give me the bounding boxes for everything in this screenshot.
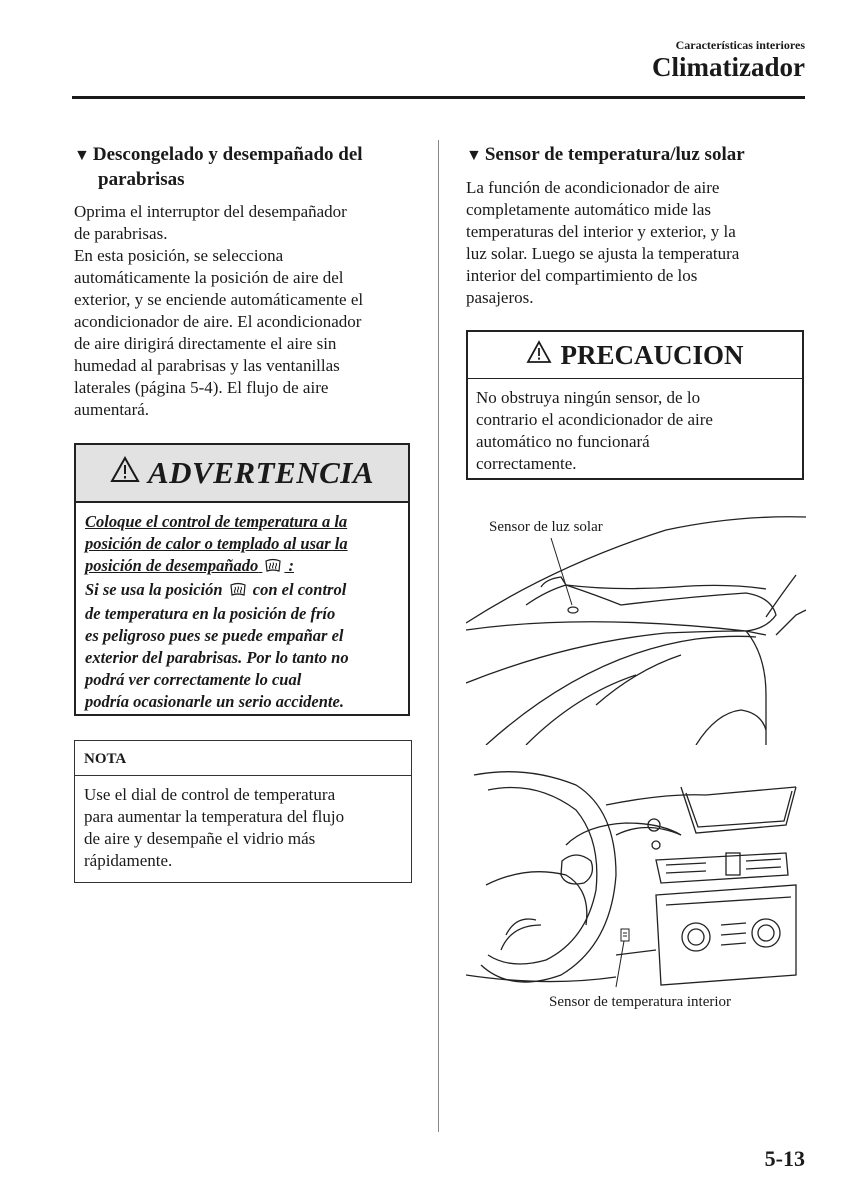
header-rule	[72, 96, 805, 99]
column-divider	[438, 140, 439, 1132]
text-line: laterales (página 5-4). El flujo de aire	[74, 378, 329, 397]
defrost-heading-line1: Descongelado y desempañado del	[92, 144, 363, 165]
text-line: No obstruya ningún sensor, de lo	[476, 388, 701, 407]
text-line: automáticamente la posición de aire del	[74, 268, 344, 287]
caution-title: PRECAUCION	[560, 339, 744, 370]
sensor-heading: ▼ Sensor de temperatura/luz solar	[466, 144, 745, 165]
text-line: pasajeros.	[466, 288, 534, 307]
section-label: Características interiores	[675, 38, 805, 52]
sunlight-sensor-label: Sensor de luz solar	[489, 519, 603, 535]
text-line: de parabrisas.	[74, 224, 168, 243]
text-line: para aumentar la temperatura del flujo	[84, 807, 345, 826]
note-text	[75, 776, 411, 872]
triangle-bullet-icon: ▼	[466, 147, 482, 164]
windshield-defrost-icon	[229, 581, 247, 603]
caution-box	[466, 330, 804, 480]
car-windshield-illustration	[466, 505, 806, 745]
note-title: NOTA	[75, 741, 411, 776]
text-line: temperaturas del interior y exterior, y la	[466, 222, 736, 241]
interior-sensor-label: Sensor de temperatura interior	[549, 994, 732, 1010]
sensor-paragraph	[466, 177, 806, 309]
text-line: acondicionador de aire. El acondicionador	[74, 312, 362, 331]
page-title: Climatizador	[652, 52, 805, 82]
warning-header	[76, 445, 408, 503]
text-line: luz solar. Luego se ajusta la temperatura	[466, 244, 740, 263]
defrost-heading	[74, 143, 424, 192]
triangle-bullet-icon: ▼	[74, 147, 90, 164]
warning-triangle-icon	[526, 340, 552, 371]
warning-triangle-icon	[110, 455, 140, 491]
text-line: interior del compartimiento de los	[466, 266, 698, 285]
text-line: automático no funcionará	[476, 432, 650, 451]
warning-line: podrá ver correctamente lo cual	[85, 670, 302, 689]
text-line: humedad al parabrisas y las ventanillas	[74, 356, 340, 375]
interior-sensor-figure	[466, 765, 806, 1020]
windshield-defrost-icon	[264, 557, 282, 579]
warning-line: podría ocasionarle un serio accidente.	[85, 692, 344, 711]
text-line: correctamente.	[476, 454, 577, 473]
warning-line: posición de desempañado :	[85, 555, 400, 579]
warning-line: Coloque el control de temperatura a la	[85, 512, 348, 531]
note-box	[74, 740, 412, 883]
warning-line: exterior del parabrisas. Por lo tanto no	[85, 648, 349, 667]
warning-title: ADVERTENCIA	[147, 455, 374, 490]
caution-header	[468, 332, 802, 379]
text-line: de aire y desempañe el vidrio más	[84, 829, 316, 848]
warning-line: Si se usa la posición con el control	[85, 579, 400, 603]
warning-box	[74, 443, 410, 716]
text-line: aumentará.	[74, 400, 150, 419]
text-line: completamente automático mide las	[466, 200, 711, 219]
text-line: contrario el acondicionador de aire	[476, 410, 713, 429]
caution-text	[468, 379, 802, 475]
text-line: exterior, y se enciende automáticamente el	[74, 290, 364, 309]
warning-line: de temperatura en la posición de frío	[85, 604, 336, 623]
dashboard-illustration	[466, 765, 806, 990]
text-line: Oprima el interruptor del desempañador	[74, 202, 347, 221]
defrost-heading-line2: parabrisas	[98, 169, 185, 190]
page-number: 5-13	[764, 1146, 805, 1171]
text-line: Use el dial de control de temperatura	[84, 785, 336, 804]
defrost-paragraph	[74, 201, 424, 421]
warning-text	[76, 503, 408, 713]
sunlight-sensor-figure	[466, 505, 806, 745]
text-line: En esta posición, se selecciona	[74, 246, 284, 265]
text-line: de aire dirigirá directamente el aire sin	[74, 334, 337, 353]
text-line: La función de acondicionador de aire	[466, 178, 720, 197]
warning-line: posición de calor o templado al usar la	[85, 534, 348, 553]
warning-line: es peligroso pues se puede empañar el	[85, 626, 344, 645]
text-line: rápidamente.	[84, 851, 173, 870]
